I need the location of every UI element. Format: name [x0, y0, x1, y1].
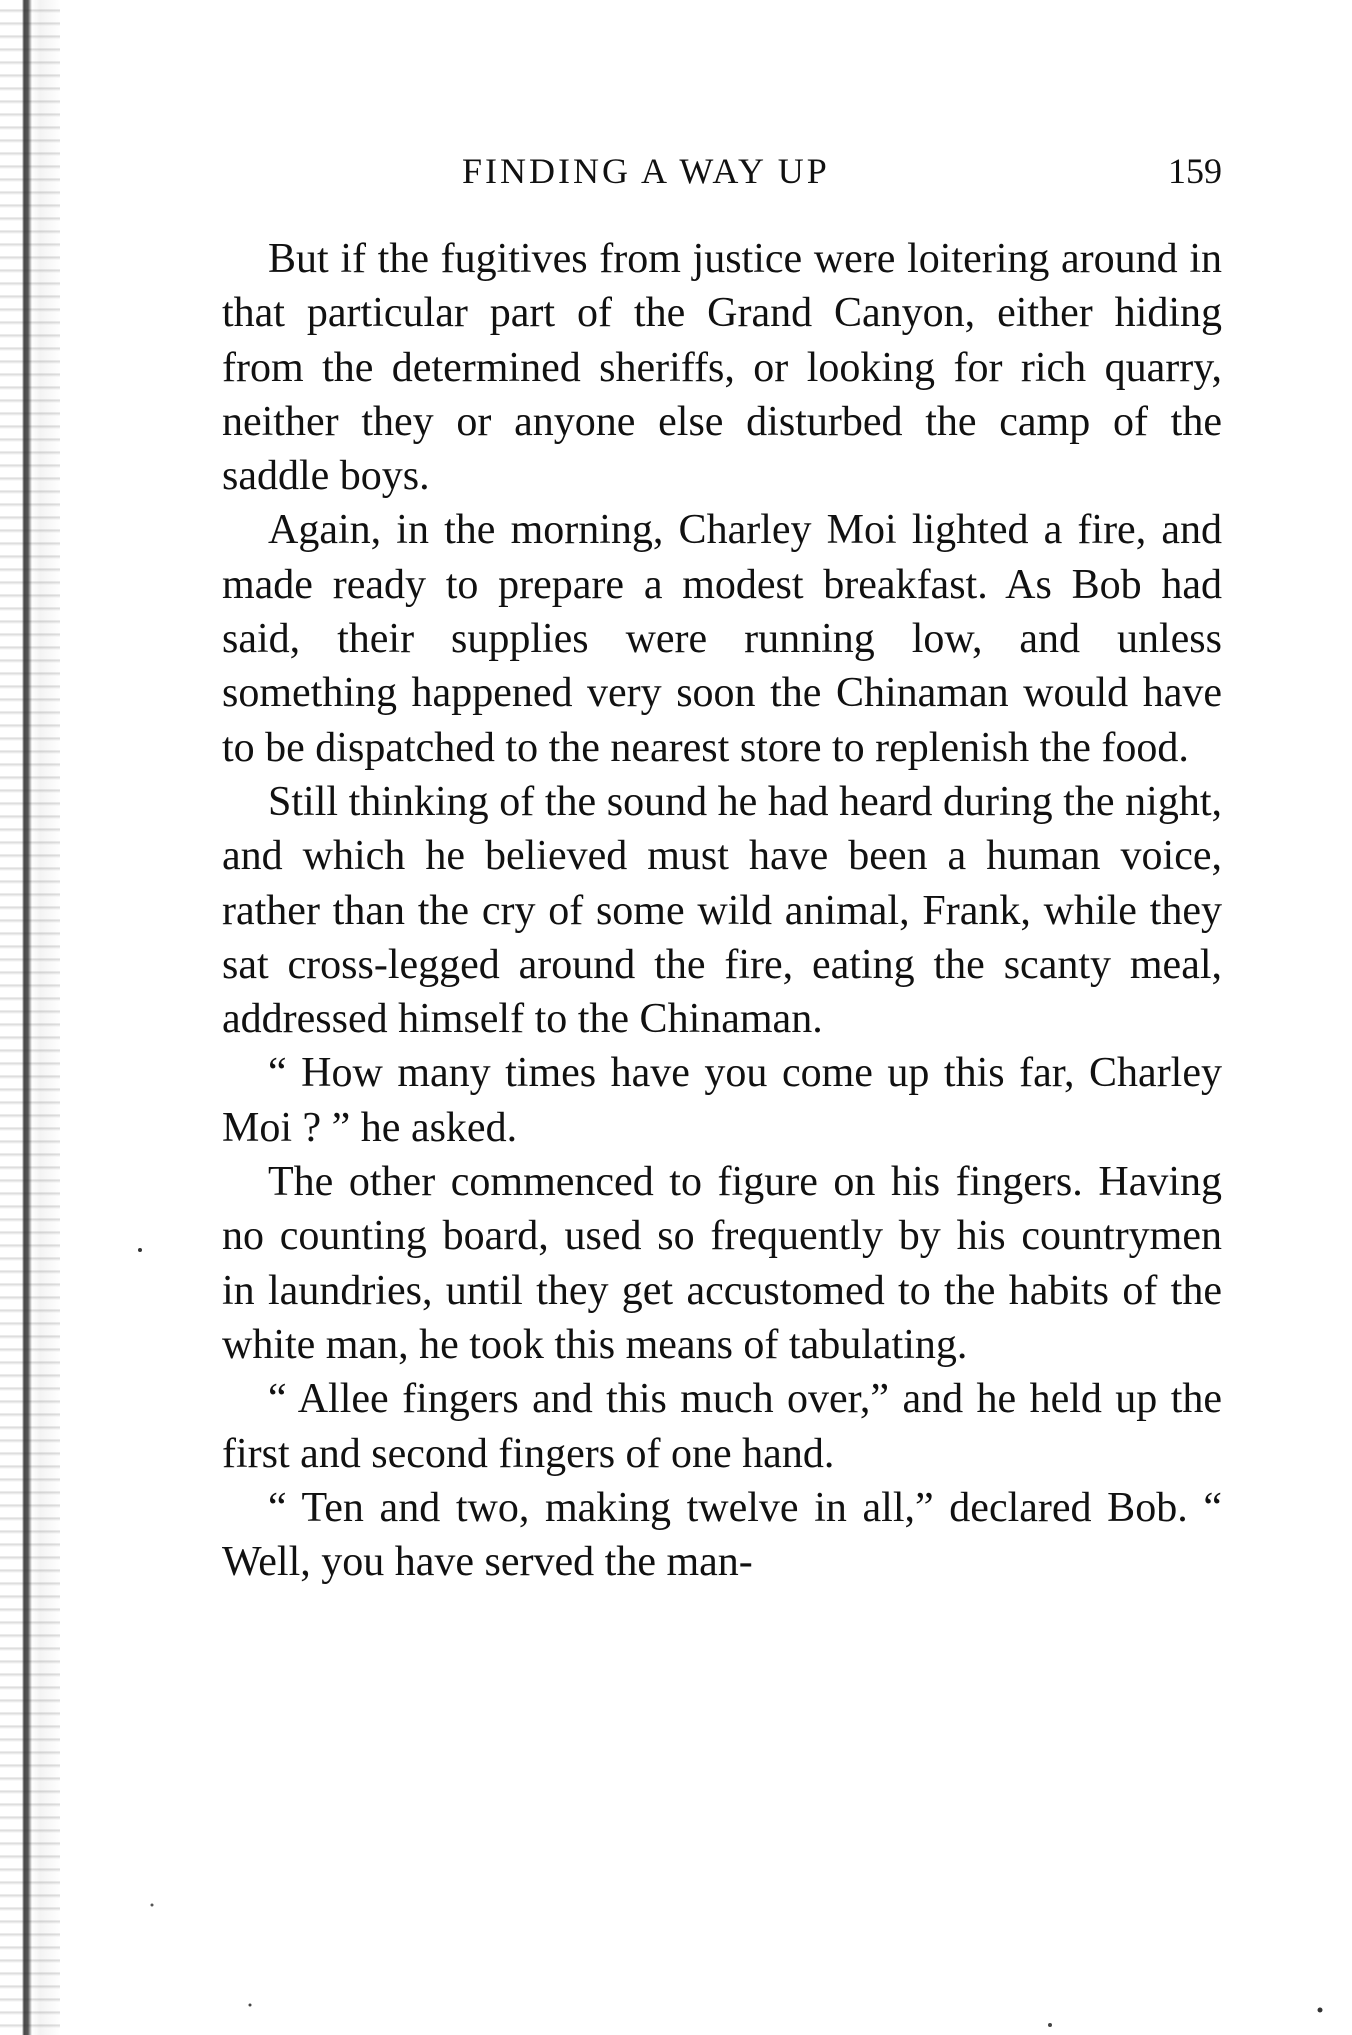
page-binding-edge [0, 0, 60, 2035]
speck [1048, 2023, 1052, 2027]
paragraph: The other commenced to figure on his fingers. Having no counting board, used so frequently by his countrymen in laundries, until they get accustomed to the habits of the white man, he took this means of tabulating. [222, 1159, 1222, 1368]
speck [138, 1248, 142, 1252]
speck [1318, 2008, 1323, 2013]
paragraph: “ Ten and two, making twelve in all,” declared Bob. “ Well, you have served the man- [222, 1484, 1222, 1586]
paragraph: Again, in the morning, Charley Moi lighted a fire, and made ready to prepare a modest breakfast. As Bob had said, their supplies were running low, and unless something happened very soon the Chinaman would have to be dispatched to the nearest store to replenish the food. [222, 507, 1222, 771]
running-head [222, 150, 1222, 210]
paragraph: “ How many times have you come up this far, Charley Moi ? ” he asked. [222, 1050, 1222, 1151]
paragraph: “ Allee fingers and this much over,” and he held up the first and second fingers of one hand. [222, 1376, 1222, 1477]
page-number: 159 [1168, 151, 1222, 191]
paragraph: Still thinking of the sound he had heard during the night, and which he believed must have been a human voice, rather than the cry of some wild animal, Frank, while they sat cross-legged around the fire, eating the scanty meal, addressed himself to the Chinaman. [222, 778, 1222, 1043]
paragraph: But if the fugitives from justice were loitering around in that particular part of the Grand Canyon, either hiding from the determined sheriffs, or looking for rich quarry, neither they or anyone else disturbed the camp of the saddle boys. [222, 236, 1222, 500]
body-text [222, 232, 1222, 1589]
running-title: FINDING A WAY UP [462, 151, 830, 191]
speck [151, 1904, 154, 1907]
speck [249, 2004, 252, 2007]
